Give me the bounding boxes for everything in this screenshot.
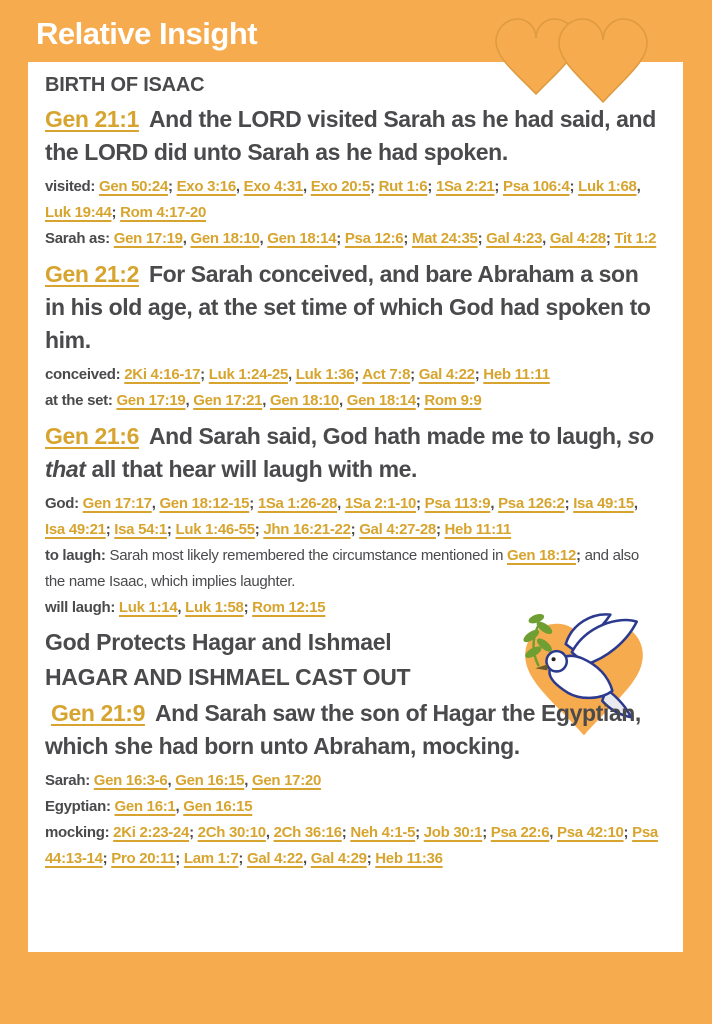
hearts-icon xyxy=(484,8,662,110)
separator: , xyxy=(259,230,268,247)
separator: , xyxy=(302,178,311,195)
app-title: Relative Insight xyxy=(36,16,258,51)
separator: ; xyxy=(341,824,351,841)
scripture-link[interactable]: 2Ki 2:23-24 xyxy=(113,824,190,841)
verse-text: For Sarah conceived, and bare Abraham a son in his old age, at the set time of which God had spoken to him. xyxy=(45,261,651,353)
cross-ref-line xyxy=(45,543,661,595)
scripture-link[interactable]: Gal 4:22 xyxy=(247,850,303,867)
separator: , xyxy=(177,599,186,616)
section-heading: God Protects Hagar and Ishmael xyxy=(45,629,392,655)
separator: ; xyxy=(477,230,487,247)
separator: ; xyxy=(249,495,258,512)
scripture-link[interactable]: Gen 18:10 xyxy=(190,230,260,247)
scripture-link[interactable]: Gen 50:24 xyxy=(99,178,169,195)
verse-ref-link[interactable]: Gen 21:6 xyxy=(45,423,139,449)
scripture-link[interactable]: Gen 16:15 xyxy=(183,798,253,815)
content-sheet xyxy=(28,62,683,952)
scripture-link[interactable]: Luk 1:24-25 xyxy=(208,366,288,383)
scripture-link[interactable]: Gen 17:21 xyxy=(193,392,263,409)
verse-paragraph xyxy=(45,258,661,357)
cross-ref-label: will laugh: xyxy=(45,599,116,616)
cross-ref-line xyxy=(45,768,661,794)
scripture-link[interactable]: Gal 4:28 xyxy=(549,230,606,247)
separator: ; xyxy=(189,824,198,841)
verse-paragraph xyxy=(45,697,661,763)
cross-ref-line xyxy=(45,226,661,252)
scripture-link[interactable]: Psa 113:9 xyxy=(424,495,491,512)
scripture-link[interactable]: Gen 16:3-6 xyxy=(93,772,168,789)
separator: ; xyxy=(350,521,360,538)
verse-ref-link[interactable]: Gen 21:2 xyxy=(45,261,139,287)
scripture-link[interactable]: Jhn 16:21-22 xyxy=(263,521,351,538)
separator: , xyxy=(549,824,558,841)
separator: , xyxy=(182,230,191,247)
separator: , xyxy=(244,772,252,789)
separator: ; xyxy=(175,850,184,867)
cross-ref-line xyxy=(45,794,661,820)
scripture-link[interactable]: Gal 4:27-28 xyxy=(359,521,436,538)
scripture-link[interactable]: Lam 1:7 xyxy=(183,850,239,867)
scripture-link[interactable]: 1Sa 2:1-10 xyxy=(344,495,417,512)
separator: , xyxy=(262,392,270,409)
separator: ; xyxy=(243,599,253,616)
scripture-link[interactable]: Luk 1:46-55 xyxy=(175,521,255,538)
study-content xyxy=(28,62,683,880)
scripture-link[interactable]: Gal 4:23 xyxy=(486,230,543,247)
separator: , xyxy=(633,495,638,512)
separator: , xyxy=(338,392,347,409)
separator: ; xyxy=(238,850,247,867)
separator: ; xyxy=(166,521,176,538)
separator: ; xyxy=(410,366,419,383)
scripture-link[interactable]: Psa 12:6 xyxy=(344,230,404,247)
scripture-link[interactable]: Heb 11:11 xyxy=(444,521,512,538)
scripture-link[interactable]: 2Ki 4:16-17 xyxy=(124,366,201,383)
scripture-link[interactable]: Rom 12:15 xyxy=(252,599,326,616)
scripture-link[interactable]: Gen 16:15 xyxy=(175,772,245,789)
separator: , xyxy=(151,495,160,512)
scripture-link[interactable]: Gen 18:14 xyxy=(267,230,337,247)
verse-text: And Sarah saw the son of Hagar the Egyptian, which she had born unto Abraham, mocking. xyxy=(45,700,641,759)
scripture-link[interactable]: Exo 3:16 xyxy=(176,178,236,195)
scripture-link[interactable]: 2Ch 30:10 xyxy=(197,824,266,841)
scripture-link[interactable]: Gen 17:17 xyxy=(82,495,152,512)
verse-paragraph xyxy=(45,103,661,169)
scripture-link[interactable]: Gal 4:22 xyxy=(418,366,475,383)
verse-text: all that hear will laugh with me. xyxy=(85,456,418,482)
verse-ref-link[interactable]: Gen 21:9 xyxy=(51,700,145,726)
scripture-link[interactable]: Exo 4:31 xyxy=(243,178,303,195)
section-heading: HAGAR AND ISHMAEL CAST OUT xyxy=(45,664,411,690)
scripture-link[interactable]: Isa 49:21 xyxy=(45,521,106,538)
scripture-link[interactable]: Psa 126:2 xyxy=(498,495,565,512)
cross-ref-line xyxy=(45,174,661,226)
separator: ; xyxy=(354,366,363,383)
scripture-link[interactable]: Gen 18:10 xyxy=(269,392,339,409)
cross-ref-line xyxy=(45,820,661,872)
scripture-link[interactable]: Psa 42:10 xyxy=(557,824,624,841)
separator: , xyxy=(235,178,244,195)
cross-ref-label: Sarah as: xyxy=(45,230,110,247)
separator: ; xyxy=(474,366,484,383)
cross-ref-label: Sarah: xyxy=(45,772,90,789)
scripture-link[interactable]: Psa 44:13-14 xyxy=(45,824,658,867)
scripture-link[interactable]: Gen 16:1 xyxy=(114,798,176,815)
verse-text: And the LORD visited Sarah as he had said, and the LORD did unto Sarah as he had spoken. xyxy=(45,106,656,165)
verse-text: And Sarah said, God hath made me to laugh, xyxy=(148,423,628,449)
scripture-link[interactable]: Exo 20:5 xyxy=(310,178,371,195)
separator: ; xyxy=(415,824,424,841)
cross-ref-line xyxy=(45,491,661,543)
scripture-link[interactable]: Luk 19:44 xyxy=(45,204,112,221)
scripture-link[interactable]: Isa 54:1 xyxy=(114,521,167,538)
scripture-link[interactable]: 2Ch 36:16 xyxy=(273,824,342,841)
separator: ; xyxy=(168,178,177,195)
section-heading: BIRTH OF ISAAC xyxy=(45,74,205,96)
scripture-link[interactable]: Gen 18:14 xyxy=(346,392,416,409)
scripture-link[interactable]: Gen 18:12 xyxy=(506,547,576,564)
verse-text: so that xyxy=(45,423,654,482)
cross-ref-line xyxy=(45,362,661,388)
separator: ; xyxy=(427,178,436,195)
scripture-link[interactable]: Pro 20:11 xyxy=(111,850,176,867)
scripture-link[interactable]: Heb 11:36 xyxy=(375,850,443,867)
separator: , xyxy=(636,178,641,195)
cross-ref-label: at the set: xyxy=(45,392,113,409)
separator: ; xyxy=(435,521,445,538)
cross-ref-label: Egyptian: xyxy=(45,798,111,815)
separator: ; xyxy=(623,824,633,841)
scripture-link[interactable]: Gen 17:19 xyxy=(116,392,186,409)
separator: ; xyxy=(416,495,425,512)
separator: ; xyxy=(576,547,585,564)
separator: ; xyxy=(370,178,379,195)
separator: ; xyxy=(482,824,491,841)
separator: ; xyxy=(403,230,412,247)
separator: , xyxy=(288,366,296,383)
scripture-link[interactable]: Luk 1:68 xyxy=(578,178,637,195)
separator: ; xyxy=(569,178,579,195)
scripture-link[interactable]: Gal 4:29 xyxy=(310,850,367,867)
separator: , xyxy=(302,850,311,867)
separator: ; xyxy=(254,521,264,538)
cross-ref-label: mocking: xyxy=(45,824,110,841)
separator: ; xyxy=(200,366,209,383)
separator: ; xyxy=(494,178,503,195)
scripture-link[interactable]: Luk 1:58 xyxy=(185,599,244,616)
scripture-link[interactable]: Job 30:1 xyxy=(423,824,483,841)
note-text: Sarah most likely remembered the circumstance mentioned in xyxy=(109,547,507,564)
separator: ; xyxy=(605,230,615,247)
note-text: and also the name Isaac, which implies laughter. xyxy=(45,547,639,590)
separator: ; xyxy=(415,392,425,409)
scripture-link[interactable]: 1Sa 1:26-28 xyxy=(257,495,338,512)
cross-ref-line xyxy=(45,595,661,621)
scripture-link[interactable]: 1Sa 2:21 xyxy=(435,178,495,195)
separator: ; xyxy=(564,495,574,512)
cross-ref-label: God: xyxy=(45,495,79,512)
scripture-link[interactable]: Psa 106:4 xyxy=(503,178,570,195)
scripture-link[interactable]: Psa 22:6 xyxy=(490,824,550,841)
separator: ; xyxy=(366,850,376,867)
separator: , xyxy=(490,495,499,512)
scripture-link[interactable]: Luk 1:36 xyxy=(295,366,355,383)
cross-ref-line xyxy=(45,388,661,414)
separator: , xyxy=(265,824,274,841)
scripture-link[interactable]: Gen 17:19 xyxy=(113,230,183,247)
scripture-link[interactable]: Gen 18:12-15 xyxy=(159,495,250,512)
scripture-link[interactable]: Tit 1:2 xyxy=(614,230,657,247)
separator: ; xyxy=(111,204,121,221)
verse-ref-link[interactable]: Gen 21:1 xyxy=(45,106,139,132)
cross-ref-label: to laugh: xyxy=(45,547,106,564)
scripture-link[interactable]: Gen 17:20 xyxy=(251,772,321,789)
scripture-link[interactable]: Rut 1:6 xyxy=(378,178,428,195)
scripture-link[interactable]: Rom 4:17-20 xyxy=(120,204,206,221)
verse-paragraph xyxy=(45,420,661,486)
separator: , xyxy=(185,392,194,409)
scripture-link[interactable]: Act 7:8 xyxy=(362,366,411,383)
scripture-link[interactable]: Neh 4:1-5 xyxy=(350,824,416,841)
separator: , xyxy=(175,798,184,815)
scripture-link[interactable]: Rom 9:9 xyxy=(424,392,482,409)
cross-ref-label: visited: xyxy=(45,178,96,195)
scripture-link[interactable]: Luk 1:14 xyxy=(118,599,178,616)
cross-ref-label: conceived: xyxy=(45,366,121,383)
scripture-link[interactable]: Heb 11:11 xyxy=(483,366,550,383)
separator: ; xyxy=(336,230,345,247)
separator: ; xyxy=(105,521,115,538)
scripture-link[interactable]: Mat 24:35 xyxy=(411,230,478,247)
separator: , xyxy=(167,772,176,789)
separator: , xyxy=(337,495,345,512)
separator: ; xyxy=(102,850,112,867)
scripture-link[interactable]: Isa 49:15 xyxy=(573,495,634,512)
separator: , xyxy=(542,230,550,247)
